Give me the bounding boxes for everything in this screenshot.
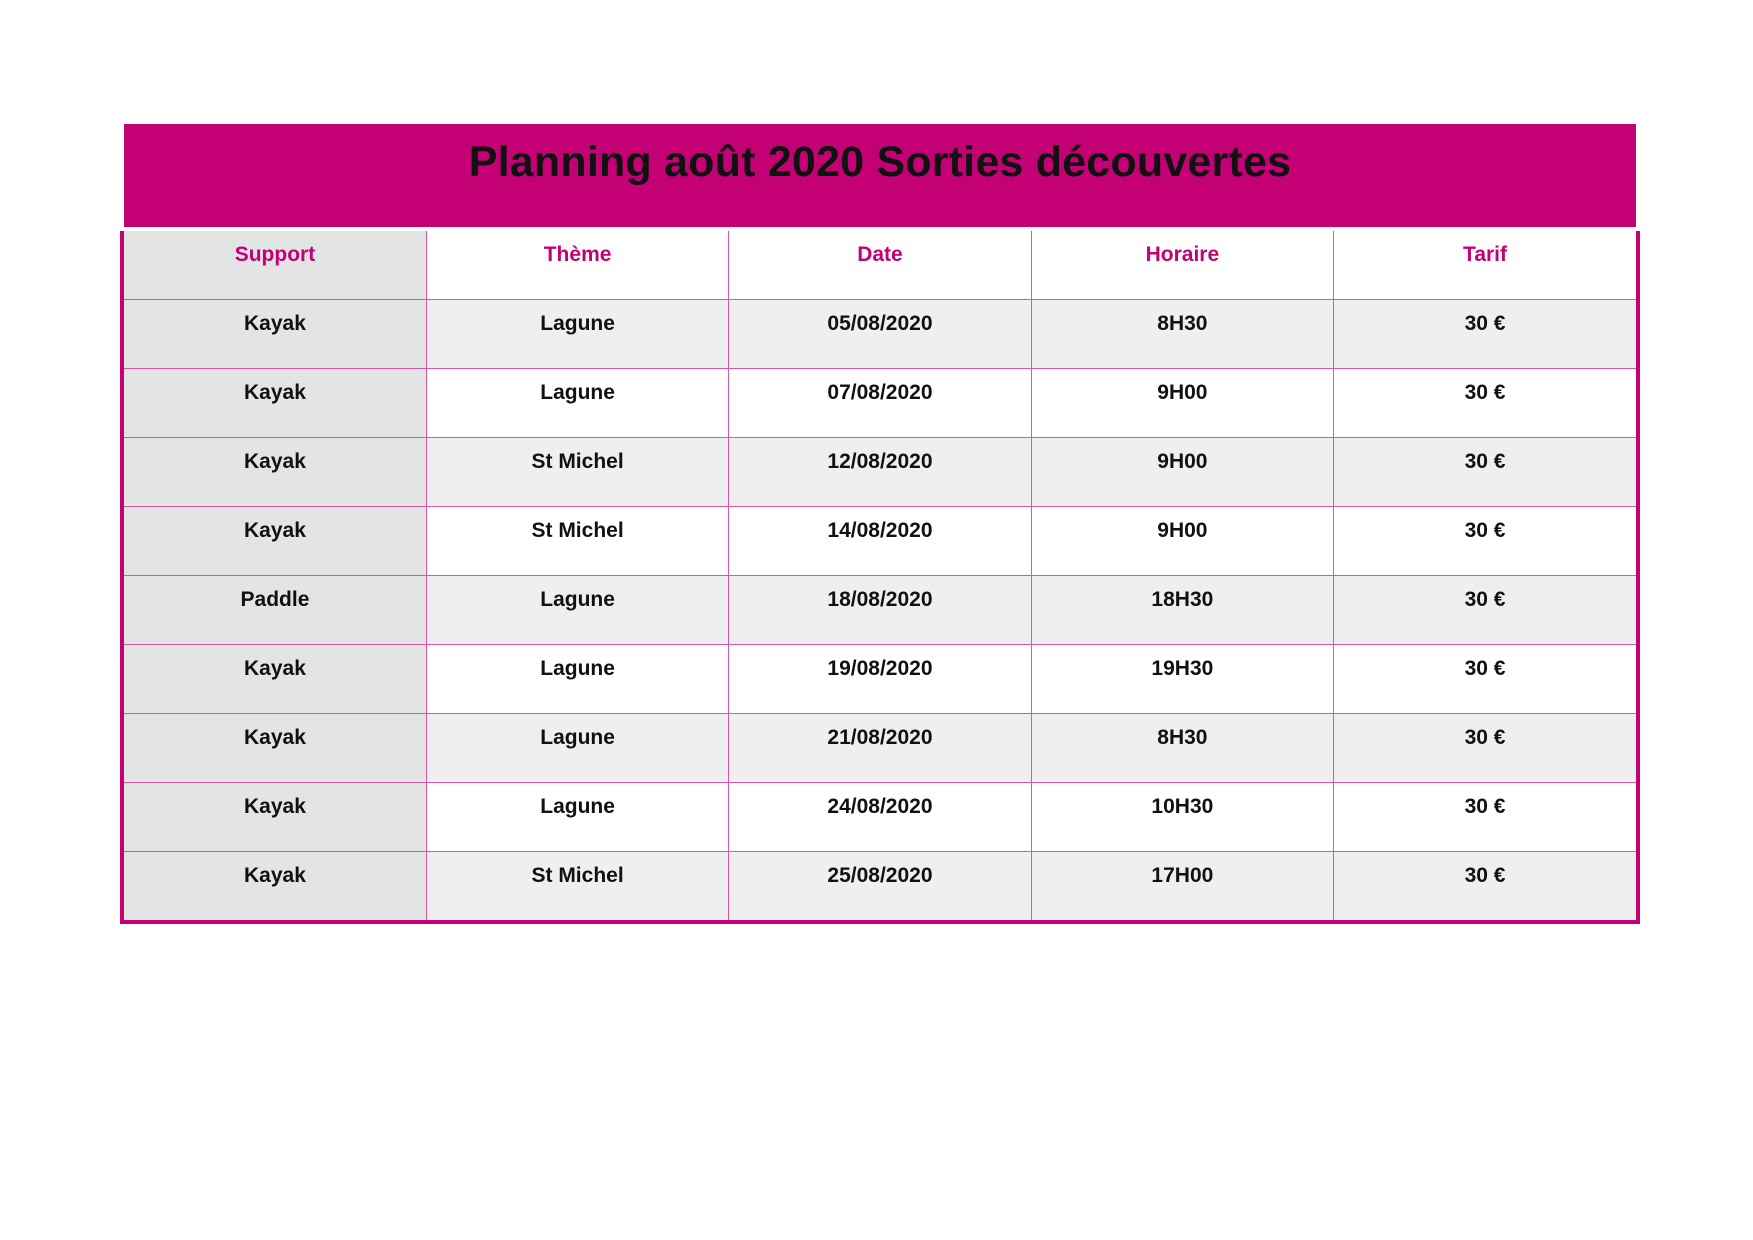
title-banner bbox=[124, 124, 1636, 227]
cell-support: Kayak bbox=[124, 851, 426, 920]
column-header-tarif: Tarif bbox=[1334, 231, 1636, 299]
cell-theme: Lagune bbox=[426, 368, 728, 437]
table-row bbox=[124, 299, 1636, 368]
page-title: Planning août 2020 Sorties découvertes bbox=[468, 138, 1292, 186]
cell-date: 19/08/2020 bbox=[729, 644, 1031, 713]
cell-date: 05/08/2020 bbox=[729, 299, 1031, 368]
cell-support: Kayak bbox=[124, 713, 426, 782]
cell-date: 24/08/2020 bbox=[729, 782, 1031, 851]
table-row bbox=[124, 713, 1636, 782]
cell-support: Kayak bbox=[124, 644, 426, 713]
table-row bbox=[124, 506, 1636, 575]
cell-date: 18/08/2020 bbox=[729, 575, 1031, 644]
column-header-date: Date bbox=[729, 231, 1031, 299]
table-row bbox=[124, 782, 1636, 851]
cell-date: 14/08/2020 bbox=[729, 506, 1031, 575]
column-header-horaire: Horaire bbox=[1031, 231, 1333, 299]
cell-tarif: 30 € bbox=[1334, 575, 1636, 644]
cell-support: Kayak bbox=[124, 782, 426, 851]
cell-date: 12/08/2020 bbox=[729, 437, 1031, 506]
schedule-table bbox=[124, 231, 1636, 920]
cell-horaire: 9H00 bbox=[1031, 437, 1333, 506]
cell-theme: Lagune bbox=[426, 644, 728, 713]
schedule-table-frame bbox=[120, 231, 1640, 924]
cell-tarif: 30 € bbox=[1334, 713, 1636, 782]
cell-horaire: 9H00 bbox=[1031, 368, 1333, 437]
cell-tarif: 30 € bbox=[1334, 506, 1636, 575]
table-row bbox=[124, 851, 1636, 920]
cell-horaire: 19H30 bbox=[1031, 644, 1333, 713]
cell-tarif: 30 € bbox=[1334, 368, 1636, 437]
cell-horaire: 8H30 bbox=[1031, 713, 1333, 782]
cell-horaire: 10H30 bbox=[1031, 782, 1333, 851]
cell-date: 25/08/2020 bbox=[729, 851, 1031, 920]
cell-date: 21/08/2020 bbox=[729, 713, 1031, 782]
cell-support: Kayak bbox=[124, 506, 426, 575]
table-row bbox=[124, 644, 1636, 713]
cell-tarif: 30 € bbox=[1334, 851, 1636, 920]
cell-date: 07/08/2020 bbox=[729, 368, 1031, 437]
column-header-support: Support bbox=[124, 231, 426, 299]
cell-support: Paddle bbox=[124, 575, 426, 644]
cell-theme: Lagune bbox=[426, 575, 728, 644]
cell-theme: St Michel bbox=[426, 437, 728, 506]
cell-tarif: 30 € bbox=[1334, 437, 1636, 506]
cell-horaire: 17H00 bbox=[1031, 851, 1333, 920]
cell-horaire: 9H00 bbox=[1031, 506, 1333, 575]
table-row bbox=[124, 437, 1636, 506]
cell-support: Kayak bbox=[124, 437, 426, 506]
cell-theme: St Michel bbox=[426, 506, 728, 575]
cell-support: Kayak bbox=[124, 299, 426, 368]
table-row bbox=[124, 575, 1636, 644]
cell-tarif: 30 € bbox=[1334, 299, 1636, 368]
cell-theme: Lagune bbox=[426, 782, 728, 851]
cell-horaire: 8H30 bbox=[1031, 299, 1333, 368]
cell-horaire: 18H30 bbox=[1031, 575, 1333, 644]
table-row bbox=[124, 368, 1636, 437]
cell-theme: Lagune bbox=[426, 713, 728, 782]
cell-tarif: 30 € bbox=[1334, 644, 1636, 713]
cell-theme: St Michel bbox=[426, 851, 728, 920]
cell-tarif: 30 € bbox=[1334, 782, 1636, 851]
table-header-row bbox=[124, 231, 1636, 299]
cell-support: Kayak bbox=[124, 368, 426, 437]
cell-theme: Lagune bbox=[426, 299, 728, 368]
column-header-theme: Thème bbox=[426, 231, 728, 299]
